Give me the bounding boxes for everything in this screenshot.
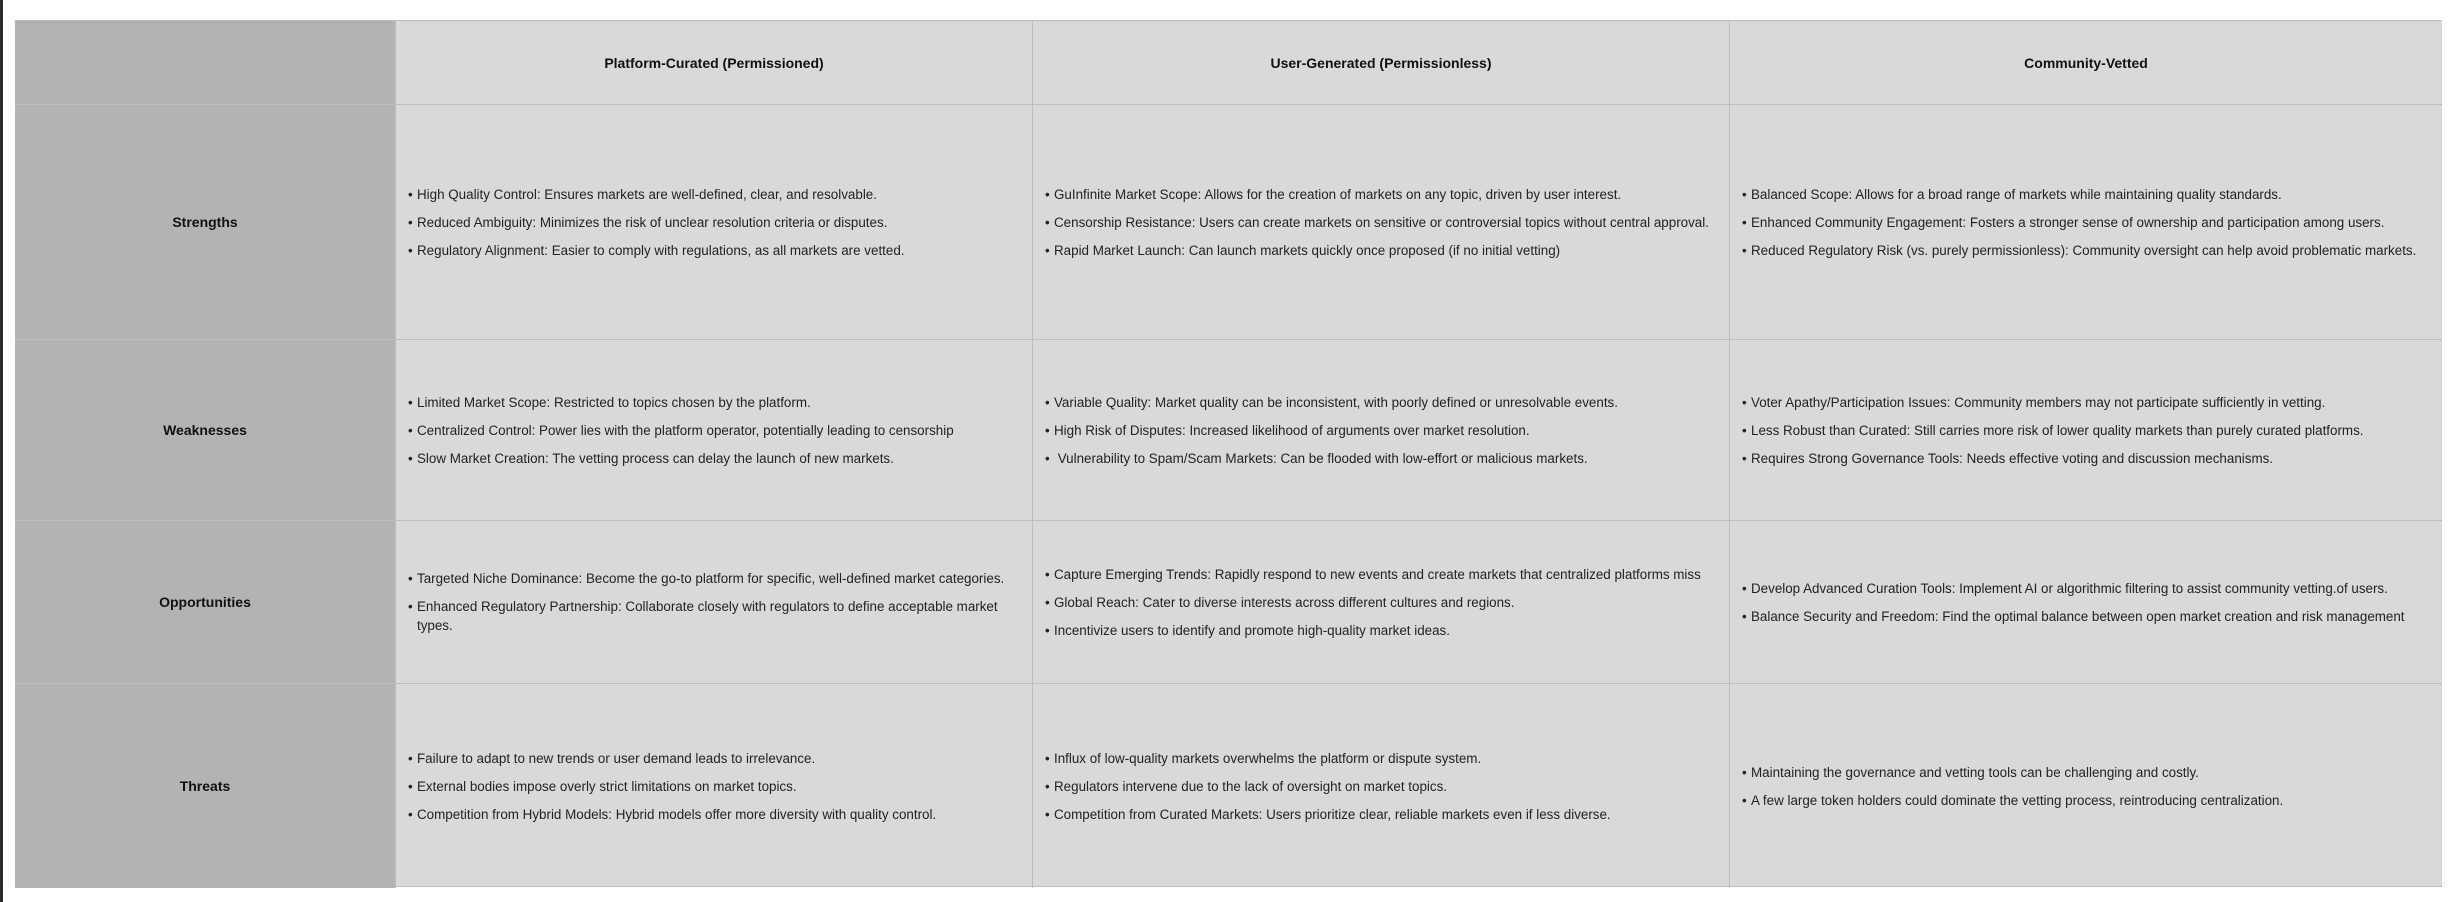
bullet-item: • Develop Advanced Curation Tools: Implement AI or algorithmic filtering to assist community vetting.of users. xyxy=(1742,579,2434,598)
cell-opportunities-platform xyxy=(396,521,1033,684)
bullet-item: • A few large token holders could dominate the vetting process, reintroducing centralization. xyxy=(1742,791,2434,810)
bullet-item: • Competition from Curated Markets: Users prioritize clear, reliable markets even if less diverse. xyxy=(1045,805,1721,824)
bullet-item: • Requires Strong Governance Tools: Needs effective voting and discussion mechanisms. xyxy=(1742,449,2434,468)
cell-strengths-platform xyxy=(396,105,1033,340)
bullet-item: • Variable Quality: Market quality can be inconsistent, with poorly defined or unresolvable events. xyxy=(1045,393,1721,412)
bullet-item: • Incentivize users to identify and promote high-quality market ideas. xyxy=(1045,621,1721,640)
column-header-user-generated: User-Generated (Permissionless) xyxy=(1033,21,1730,105)
bullet-item: • Enhanced Regulatory Partnership: Collaborate closely with regulators to define acceptable market types. xyxy=(408,597,1024,635)
bullet-item: • Rapid Market Launch: Can launch markets quickly once proposed (if no initial vetting) xyxy=(1045,241,1721,260)
row-header-strengths: Strengths xyxy=(15,105,396,340)
cell-strengths-community xyxy=(1730,105,2442,340)
row-header-opportunities: Opportunities xyxy=(15,521,396,684)
row-header-threats: Threats xyxy=(15,684,396,888)
table-corner xyxy=(15,21,396,105)
cell-opportunities-community xyxy=(1730,521,2442,684)
column-header-community-vetted: Community-Vetted xyxy=(1730,21,2442,105)
cell-strengths-user xyxy=(1033,105,1730,340)
bullet-item: • Centralized Control: Power lies with the platform operator, potentially leading to censorship xyxy=(408,421,1024,440)
cell-threats-community xyxy=(1730,684,2442,888)
bullet-item: • Regulators intervene due to the lack of oversight on market topics. xyxy=(1045,777,1721,796)
bullet-item: • Slow Market Creation: The vetting process can delay the launch of new markets. xyxy=(408,449,1024,468)
cell-weaknesses-user xyxy=(1033,340,1730,521)
column-header-platform-curated: Platform-Curated (Permissioned) xyxy=(396,21,1033,105)
bullet-item: • Regulatory Alignment: Easier to comply with regulations, as all markets are vetted. xyxy=(408,241,1024,260)
bullet-item: • High Risk of Disputes: Increased likelihood of arguments over market resolution. xyxy=(1045,421,1721,440)
bullet-item: • GuInfinite Market Scope: Allows for the creation of markets on any topic, driven by user interest. xyxy=(1045,185,1721,204)
bullet-item: • Failure to adapt to new trends or user demand leads to irrelevance. xyxy=(408,749,1024,768)
row-header-weaknesses: Weaknesses xyxy=(15,340,396,521)
bullet-item: • Enhanced Community Engagement: Fosters a stronger sense of ownership and participation among users. xyxy=(1742,213,2434,232)
bullet-item: • Influx of low-quality markets overwhelms the platform or dispute system. xyxy=(1045,749,1721,768)
cell-threats-user xyxy=(1033,684,1730,888)
bullet-item: • Balanced Scope: Allows for a broad range of markets while maintaining quality standards. xyxy=(1742,185,2434,204)
bullet-item: • Limited Market Scope: Restricted to topics chosen by the platform. xyxy=(408,393,1024,412)
bullet-item: • Vulnerability to Spam/Scam Markets: Can be flooded with low-effort or malicious markets. xyxy=(1045,449,1721,468)
bullet-item: • Reduced Ambiguity: Minimizes the risk of unclear resolution criteria or disputes. xyxy=(408,213,1024,232)
left-window-edge xyxy=(0,0,3,902)
bullet-item: • External bodies impose overly strict limitations on market topics. xyxy=(408,777,1024,796)
bullet-item: • Censorship Resistance: Users can create markets on sensitive or controversial topics without central approval. xyxy=(1045,213,1721,232)
bullet-item: • Capture Emerging Trends: Rapidly respond to new events and create markets that centralized platforms miss xyxy=(1045,565,1721,584)
bullet-item: • Voter Apathy/Participation Issues: Community members may not participate sufficiently in vetting. xyxy=(1742,393,2434,412)
cell-weaknesses-platform xyxy=(396,340,1033,521)
bullet-item: • Reduced Regulatory Risk (vs. purely permissionless): Community oversight can help avoid problematic markets. xyxy=(1742,241,2434,260)
swot-table xyxy=(15,20,2442,887)
bullet-item: • Less Robust than Curated: Still carries more risk of lower quality markets than purely curated platforms. xyxy=(1742,421,2434,440)
cell-threats-platform xyxy=(396,684,1033,888)
bullet-item: • Targeted Niche Dominance: Become the go-to platform for specific, well-defined market categories. xyxy=(408,569,1024,588)
bullet-item: • Global Reach: Cater to diverse interests across different cultures and regions. xyxy=(1045,593,1721,612)
bullet-item: • Maintaining the governance and vetting tools can be challenging and costly. xyxy=(1742,763,2434,782)
bullet-item: • High Quality Control: Ensures markets are well-defined, clear, and resolvable. xyxy=(408,185,1024,204)
bullet-item: • Competition from Hybrid Models: Hybrid models offer more diversity with quality control. xyxy=(408,805,1024,824)
cell-weaknesses-community xyxy=(1730,340,2442,521)
cell-opportunities-user xyxy=(1033,521,1730,684)
bullet-item: • Balance Security and Freedom: Find the optimal balance between open market creation and risk management xyxy=(1742,607,2434,626)
